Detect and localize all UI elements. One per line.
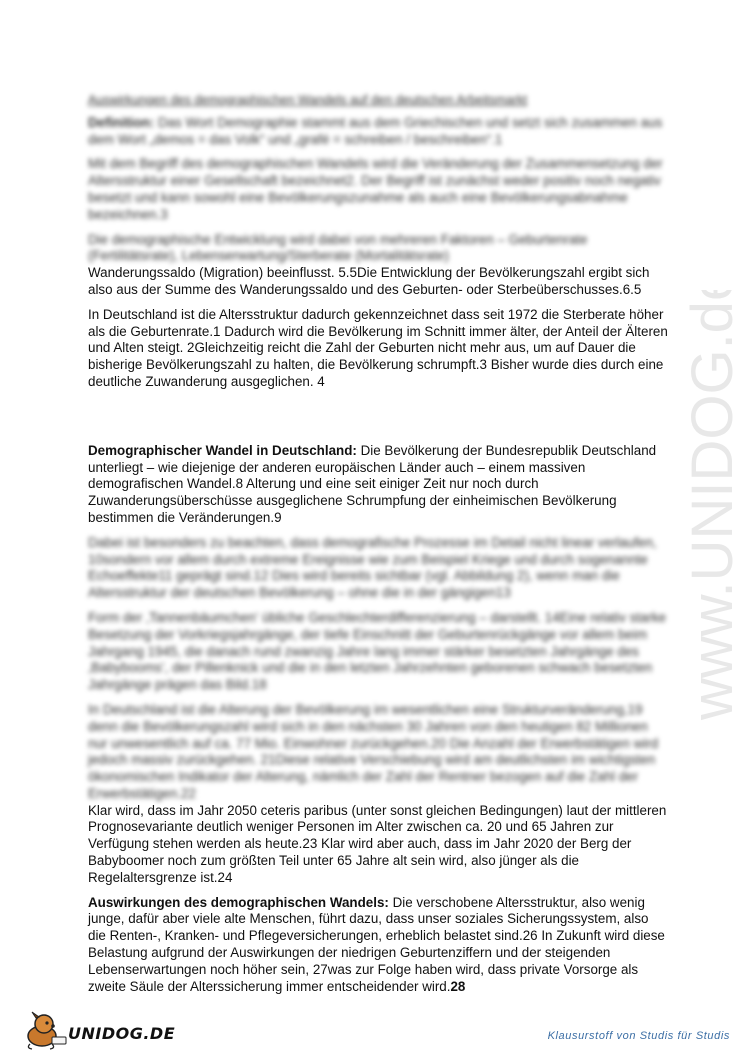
section-heading: Auswirkungen des demographischen Wandels: xyxy=(88,894,389,910)
definition-text: Das Wort Demographie stammt aus dem Griechischen und setzt sich zusammen aus dem Wort „demos = das Volk“ und „grafé = schreiben / beschreiben“.1 xyxy=(88,114,663,147)
paragraph-wanderungssaldo: Wanderungssaldo (Migration) beeinflusst. 5.5Die Entwicklung der Bevölkerungszahl ergibt sich also aus der Summe des Wanderungssaldo und des Geburten- oder Sterbeüberschusses.6.5 xyxy=(88,265,650,297)
paragraph-faktoren: Die demographische Entwicklung wird dabei von mehreren Faktoren – Geburtenrate (Fertilitätsrate), Lebenserwartung/Sterberate (Mortalitätsrate) xyxy=(88,231,588,264)
section-text: Die Bevölkerung der Bundesrepublik Deutschland unterliegt – wie diejenige der anderen europäischen Länder auch – einem massiven demografischen Wandel.8 Alterung und eine seit einiger Zeit nur noch durch Zuwanderungsüberschüsse ausgeglichene Schrumpfung der einheimischen Bevölkerung bestimmen die Veränderungen.9 xyxy=(88,442,657,525)
section-heading: Demographischer Wandel in Deutschland: xyxy=(88,442,357,458)
document-body xyxy=(88,92,668,1003)
paragraph-altersstruktur: In Deutschland ist die Altersstruktur dadurch gekennzeichnet dass seit 1972 die Sterberate höher als die Geburtenrate.1 Dadurch wird die Bevölkerung im Schnitt immer älter, der Anteil der Älteren und Alten steigt. 2Gleichzeitig reicht die Zahl der Geburten nicht mehr aus, um auf Dauer die bisherige Bevölkerungszahl zu halten, die Bevölkerung schrumpft.3 Bisher wurde dies durch eine deutliche Zuwanderung ausgeglichen. 4 xyxy=(88,306,668,389)
logo-text: UNIDOG.DE xyxy=(68,1024,176,1043)
footer-tagline: Klausurstoff von Studis für Studis xyxy=(547,1030,730,1042)
definition-label: Definition: xyxy=(88,114,155,130)
dog-mascot-icon xyxy=(22,1010,70,1050)
footnote-number: 28 xyxy=(450,978,466,994)
paragraph-tannenbaum: Form der ‚Tannenbäumchen‘ übliche Geschlechterdifferenzierung – darstellt. 14Eine relativ starke Besetzung der Vorkriegsjahrgänge, der tiefe Einschnitt der Geburtenrückgänge vor allem beim Jahrgang 1945, die danach rund zwanzig Jahre lang immer stärker besetzten Jahrgänge des ‚Babybooms‘, der Pillenknick und die in den letzten Jahrzehnten geborenen schwach besetzten Jahrgänge prägen das Bild.18 xyxy=(88,609,667,693)
definition-paragraph xyxy=(88,115,668,149)
paragraph-strukturveraenderung: In Deutschland ist die Alterung der Bevölkerung im wesentlichen eine Strukturveränderung,19 denn die Bevölkerungszahl wird sich in den nächsten 30 Jahren von den heutigen 82 Millionen nur unwesentlich auf ca. 77 Mio. Einwohner zurückgehen.20 Die Anzahl der Erwerbstätigen wird jedoch massiv zurückgehen. 21Diese relative Verschiebung wird am deutlichsten im wichtigsten ökonomischen Indikator der Alterung, nämlich der Zahl der Rentner bezogen auf die Zahl der Erwerbstätigen.22 xyxy=(88,701,659,801)
spacer xyxy=(88,399,668,443)
section-text: Die verschobene Altersstruktur, also wenig junge, dafür aber viele alte Menschen, führt dazu, dass unser soziales Sicherungssystem, also die Renten-, Kranken- und Pflegeversicherungen, erheblich belastet sind.26 In Zukunft wird diese Belastung aufgrund der Auswirkungen der niedrigen Geburtenziffern und der steigenden Lebenserwartungen noch höher sein, 27was zur Folge haben wird, dass private Vorsorge als zweite Säule der Alterssicherung immer entscheidender wird. xyxy=(88,894,665,994)
unidog-logo xyxy=(22,1010,176,1050)
watermark-area xyxy=(672,290,750,730)
section-auswirkungen xyxy=(88,895,668,996)
paragraph-prozesse: Dabei ist besonders zu beachten, dass demografische Prozesse im Detail nicht linear verlaufen, 10sondern vor allem durch extreme Ereignisse wie zum Beispiel Kriege und durch sogenannte Echoeffekte11 geprägt sind.12 Dies wird bereits sichtbar (vgl. Abbildung 2), wenn man die Altersstruktur der deutschen Bevölkerung – ohne die in der gängigen13 xyxy=(88,534,657,601)
paragraph-wandel-begriff: Mit dem Begriff des demographischen Wandels wird die Veränderung der Zusammensetzung der Altersstruktur einer Gesellschaft bezeichnet2. Der Begriff ist zunächst weder positiv noch negativ besetzt und kann sowohl eine Bevölkerungszunahme als auch eine Bevölkerungsabnahme bezeichnen.3 xyxy=(88,156,663,222)
svg-text:www.UNIDOG.de: www.UNIDOG.de xyxy=(680,290,745,720)
document-title: Auswirkungen des demographischen Wandels auf den deutschen Arbeitsmarkt xyxy=(88,93,528,107)
section-demographischer-wandel xyxy=(88,443,668,527)
watermark-text xyxy=(672,290,750,730)
paragraph-prognose: Klar wird, dass im Jahr 2050 ceteris paribus (unter sonst gleichen Bedingungen) laut der mittleren Prognosevariante deutlich weniger Personen im Alter zwischen ca. 20 und 65 Jahren zur Verfügung stehen werden als heute.23 Klar wird aber auch, dass im Jahr 2020 der Berg der Babyboomer noch zum größten Teil unter 65 Jahre alt sein wird, also jünger als die Regelaltersgrenze ist.24 xyxy=(88,802,667,885)
